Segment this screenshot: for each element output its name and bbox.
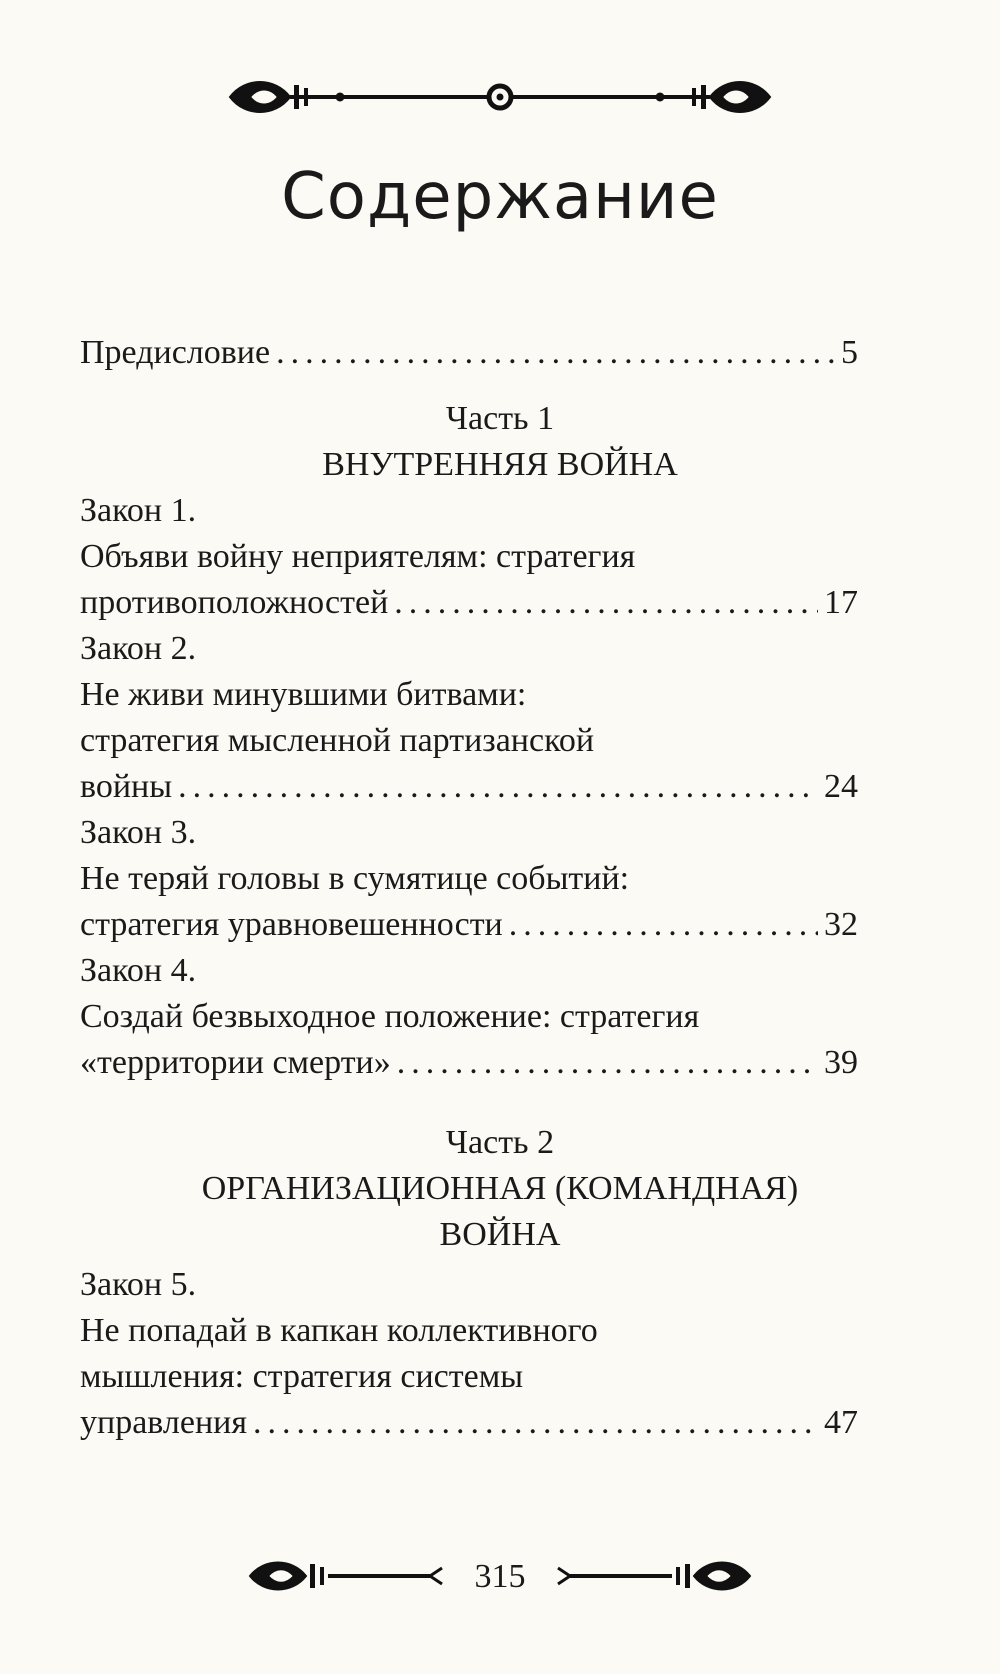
toc-page-number: 32 [824, 906, 858, 943]
law-title-line: Создай безвыходное положение: стратегия [80, 998, 700, 1035]
law-number: Закон 5. [80, 1266, 197, 1303]
toc-page-number: 17 [824, 584, 858, 621]
law-number: Закон 2. [80, 630, 197, 667]
law-title-line: Объяви войну неприятелям: стратегия [80, 538, 636, 575]
toc-entry-law-1 [80, 580, 858, 626]
toc-entry-law-5 [80, 1400, 858, 1446]
law-title-line: Не теряй головы в сумятице событий: [80, 860, 630, 897]
decorative-ornament-top [220, 72, 780, 122]
law-title-line: мышления: стратегия системы [80, 1358, 524, 1395]
dot-leader [276, 330, 835, 376]
toc-entry-preface [80, 330, 858, 376]
law-number: Закон 1. [80, 492, 197, 529]
toc-entry-text: Предисловие [80, 334, 271, 371]
toc-page-number: 24 [824, 768, 858, 805]
part-label: Часть 2 [445, 1124, 555, 1161]
page-title: Содержание [281, 160, 719, 234]
toc-entry-law-2 [80, 764, 858, 810]
toc-entry-law-3 [80, 902, 858, 948]
part-name: ВНУТРЕННЯЯ ВОЙНА [322, 446, 678, 483]
page-number: 315 [474, 1558, 526, 1595]
toc-entry-text: противоположностей [80, 584, 389, 621]
toc-entry-text: «территории смерти» [80, 1044, 391, 1081]
toc-page-number: 47 [824, 1404, 858, 1441]
dot-leader [178, 764, 818, 810]
toc-page-number: 39 [824, 1044, 858, 1081]
law-title-line: стратегия мысленной партизанской [80, 722, 595, 759]
part-name: ОРГАНИЗАЦИОННАЯ (КОМАНДНАЯ) [201, 1170, 799, 1207]
dot-leader [509, 902, 818, 948]
part-name: ВОЙНА [439, 1216, 561, 1253]
toc-page-number: 5 [841, 334, 858, 371]
dot-leader [394, 580, 818, 626]
toc-entry-law-4 [80, 1040, 858, 1086]
toc-entry-text: стратегия уравновешенности [80, 906, 503, 943]
law-title-line: Не живи минувшими битвами: [80, 676, 527, 713]
toc-entry-text: управления [80, 1404, 247, 1441]
law-number: Закон 4. [80, 952, 197, 989]
part-label: Часть 1 [445, 400, 555, 437]
law-number: Закон 3. [80, 814, 197, 851]
dot-leader [397, 1040, 818, 1086]
dot-leader [253, 1400, 818, 1446]
toc-entry-text: войны [80, 768, 173, 805]
law-title-line: Не попадай в капкан коллективного [80, 1312, 598, 1349]
